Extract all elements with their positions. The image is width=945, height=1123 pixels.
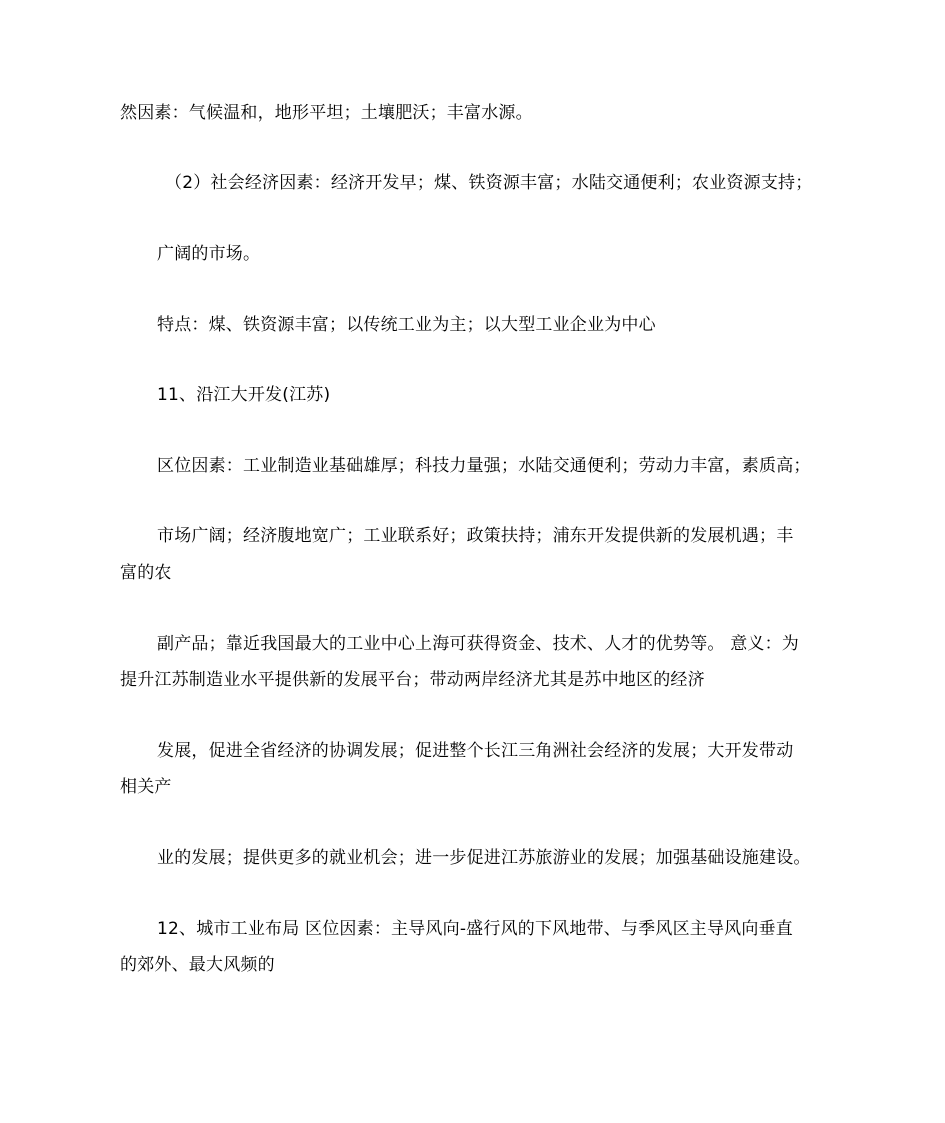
text-line-market: 广阔的市场。 <box>157 244 261 264</box>
section-heading-12: 12、城市工业布局 区位因素：主导风向-盛行风的下风地带、与季风区主导风向垂直 <box>157 919 793 939</box>
text-line-byproducts: 副产品；靠近我国最大的工业中心上海可获得资金、技术、人才的优势等。 意义：为 <box>157 634 800 654</box>
text-line-socioeconomic-factors: （2）社会经济因素：经济开发早；煤、铁资源丰富；水陆交通便利；农业资源支持； <box>165 173 813 193</box>
text-line-market-broad: 市场广阔；经济腹地宽广；工业联系好；政策扶持；浦东开发提供新的发展机遇；丰 <box>157 526 794 546</box>
text-line-wrap-4: 的郊外、最大风频的 <box>120 955 275 975</box>
text-line-wrap-2: 提升江苏制造业水平提供新的发展平台；带动两岸经济尤其是苏中地区的经济 <box>120 670 705 690</box>
text-line-development: 发展，促进全省经济的协调发展；促进整个长江三角洲社会经济的发展；大开发带动 <box>157 741 794 761</box>
section-heading-11: 11、沿江大开发(江苏) <box>157 385 331 405</box>
text-line-wrap-3: 相关产 <box>120 777 172 797</box>
text-line-wrap-1: 富的农 <box>120 563 172 583</box>
text-line-natural-factors: 然因素：气候温和，地形平坦；土壤肥沃；丰富水源。 <box>120 103 533 123</box>
text-line-industry-development: 业的发展；提供更多的就业机会；进一步促进江苏旅游业的发展；加强基础设施建设。 <box>157 848 811 868</box>
text-line-location-factors: 区位因素：工业制造业基础雄厚；科技力量强；水陆交通便利；劳动力丰富，素质高； <box>157 456 811 476</box>
text-line-characteristics: 特点：煤、铁资源丰富；以传统工业为主；以大型工业企业为中心 <box>157 315 656 335</box>
